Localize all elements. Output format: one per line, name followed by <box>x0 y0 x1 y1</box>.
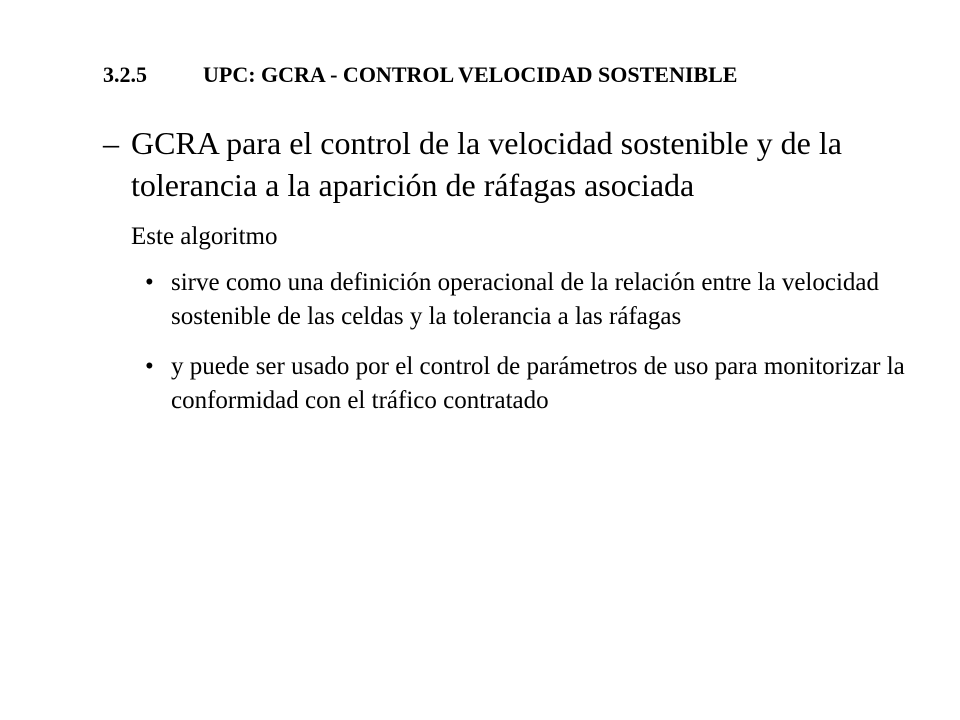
bullet-icon: • <box>145 269 154 296</box>
main-point-text: GCRA para el control de la velocidad sostenible y de la tolerancia a la aparición de ráfagas asociada <box>131 125 842 203</box>
bullet-list <box>145 266 935 434</box>
main-point <box>103 122 923 206</box>
section-number: 3.2.5 <box>103 62 147 87</box>
bullet-icon: • <box>145 353 154 380</box>
bullet-text: sirve como una definición operacional de la relación entre la velocidad sostenible de las celdas y la tolerancia a las ráfagas <box>171 269 880 330</box>
slide-title <box>103 62 737 88</box>
intro-text: Este algoritmo <box>131 223 278 250</box>
dash-marker: – <box>103 125 119 161</box>
title-text: UPC: GCRA - CONTROL VELOCIDAD SOSTENIBLE <box>203 62 738 87</box>
bullet-text: y puede ser usado por el control de parámetros de uso para monitorizar la conformidad con el tráfico contratado <box>171 353 905 414</box>
bullet-item <box>145 266 935 334</box>
bullet-item <box>145 350 935 418</box>
